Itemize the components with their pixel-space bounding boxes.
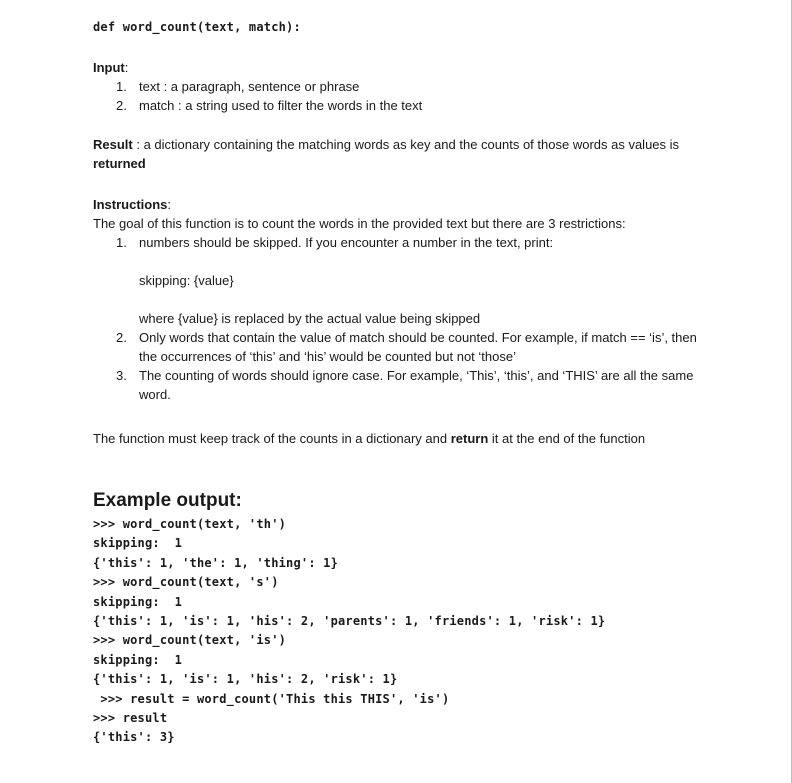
code-line: skipping: 1 — [93, 652, 183, 667]
example-heading: Example output: — [93, 490, 242, 511]
list-number: 1. — [116, 235, 127, 250]
list-number: 1. — [116, 79, 127, 94]
result-text: : a dictionary containing the matching words as key and the counts of those words as values is — [132, 137, 680, 152]
instructions-label: Instructions — [93, 197, 168, 212]
code-line: {'this': 1, 'is': 1, 'his': 2, 'risk': 1} — [93, 672, 398, 687]
input-colon: : — [124, 60, 129, 75]
code-line: {'this': 3} — [93, 730, 175, 745]
example-code — [93, 515, 605, 748]
closing-after: it at the end of the function — [488, 431, 646, 446]
example-section — [93, 490, 605, 748]
code-line: {'this': 1, 'the': 1, 'thing': 1} — [93, 555, 339, 570]
code-line: skipping: 1 — [93, 594, 183, 609]
code-line: >>> word_count(text, 'is') — [93, 633, 287, 648]
list-number: 2. — [116, 330, 127, 345]
result-section — [93, 135, 693, 173]
instruction-item-1 — [93, 233, 713, 328]
list-item-text: The counting of words should ignore case. For example, ‘This’, ‘this’, and ‘THIS’ are all the same word. — [139, 368, 694, 402]
closing-bold: return — [450, 431, 489, 446]
instructions-intro: The goal of this function is to count the words in the provided text but there are 3 restrictions: — [93, 216, 626, 231]
code-line: skipping: 1 — [93, 536, 183, 551]
list-item-text: match : a string used to filter the words in the text — [139, 98, 423, 113]
input-item-text — [93, 77, 713, 96]
input-label: Input — [93, 60, 125, 75]
instruction-item-2 — [93, 328, 699, 366]
skip-template: skipping: {value} — [139, 273, 234, 288]
code-line: >>> word_count(text, 'th') — [93, 517, 287, 531]
input-section — [93, 58, 713, 115]
code-line: >>> word_count(text, 's') — [93, 575, 279, 590]
closing-text: The function must keep track of the counts in a dictionary and — [93, 431, 451, 446]
instructions-section — [93, 195, 713, 404]
function-signature: def word_count(text, match): — [93, 20, 301, 34]
list-number: 2. — [116, 98, 127, 113]
result-bold: returned — [93, 156, 146, 171]
where-text: where {value} is replaced by the actual value being skipped — [139, 311, 481, 326]
input-list — [93, 77, 713, 115]
list-item-text: Only words that contain the value of match should be counted. For example, if match == ‘is’, then the occurrences of ‘this’ and ‘his’ would be counted but not ‘those’ — [139, 330, 697, 364]
closing-paragraph — [93, 429, 658, 448]
result-label: Result — [93, 137, 133, 152]
code-line: >>> result — [93, 710, 168, 725]
instructions-colon: : — [167, 197, 172, 212]
instruction-item-3 — [93, 366, 699, 404]
list-item-text: text : a paragraph, sentence or phrase — [139, 79, 360, 94]
list-number: 3. — [116, 368, 127, 383]
instructions-list — [93, 233, 713, 404]
list-item-text: numbers should be skipped. If you encounter a number in the text, print: — [139, 235, 554, 250]
input-item-match — [93, 96, 713, 115]
code-line: >>> result = word_count('This this THIS', 'is') — [93, 691, 450, 706]
code-line: {'this': 1, 'is': 1, 'his': 2, 'parents': 1, 'friends': 1, 'risk': 1} — [93, 613, 606, 628]
